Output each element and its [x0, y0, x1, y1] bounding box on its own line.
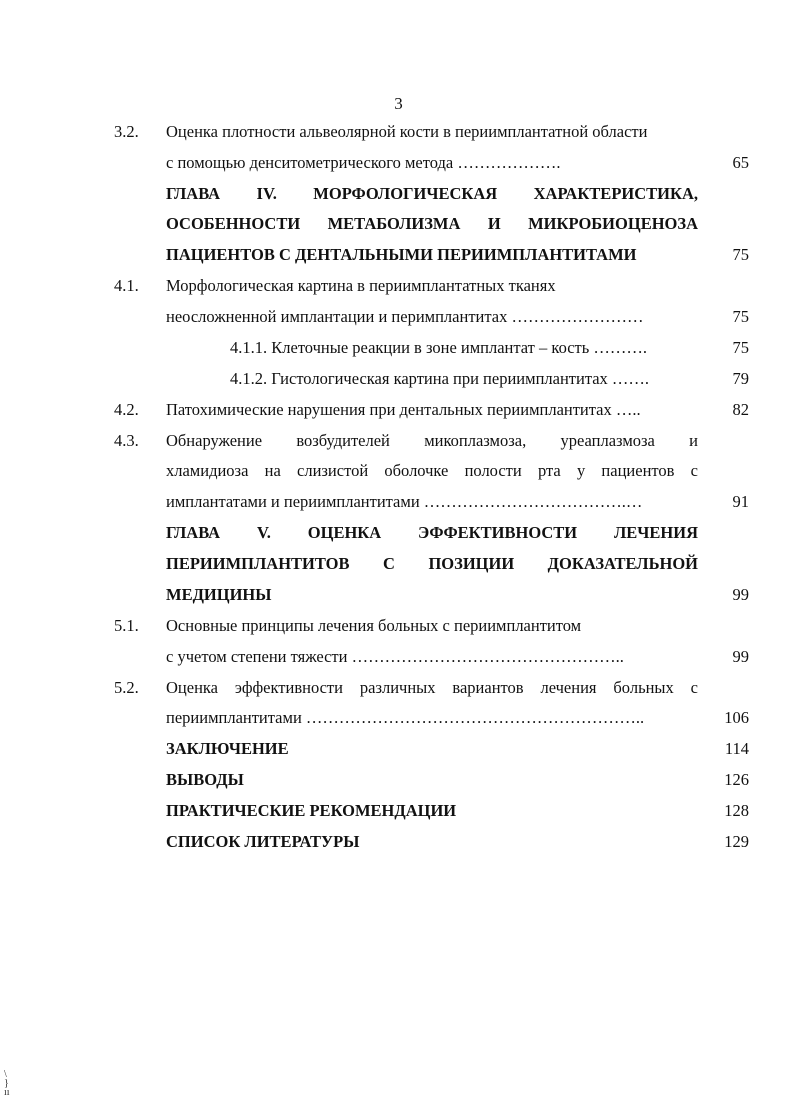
chapter-page: 75	[732, 245, 749, 264]
entry-title-line-3: имплантатами и периимплантитами ……………………………….…	[166, 492, 643, 511]
chapter-title-line-2: ОСОБЕННОСТИ МЕТАБОЛИЗМА И МИКРОБИОЦЕНОЗА	[166, 214, 698, 233]
entry-page: 82	[732, 400, 749, 419]
entry-title: ВЫВОДЫ	[166, 770, 244, 789]
chapter-title-line-1: ГЛАВА IV. МОРФОЛОГИЧЕСКАЯ ХАРАКТЕРИСТИКА,	[166, 184, 698, 203]
section-number: 5.1.	[114, 616, 139, 635]
page-number: 3	[394, 94, 403, 113]
entry-page: 75	[732, 307, 749, 326]
entry-title-line-2: хламидиоза на слизистой оболочке полости рта у пациентов с	[166, 461, 698, 480]
entry-title: ЗАКЛЮЧЕНИЕ	[166, 739, 289, 758]
entry-page: 99	[732, 647, 749, 666]
entry-title-line-2: с учетом степени тяжести …………………………………………..	[166, 647, 624, 666]
entry-page: 79	[732, 369, 749, 388]
chapter-title-line-2: ПЕРИИМПЛАНТИТОВ С ПОЗИЦИИ ДОКАЗАТЕЛЬНОЙ	[166, 554, 698, 573]
section-number: 3.2.	[114, 122, 139, 141]
entry-page: 129	[724, 832, 749, 851]
entry-title-line-2: неосложненной имплантации и перимплантитах ……………………	[166, 307, 644, 326]
entry-title-line-1: Основные принципы лечения больных с периимплантитом	[166, 616, 582, 635]
entry-page: 75	[732, 338, 749, 357]
entry-page: 65	[732, 153, 749, 172]
entry-page: 128	[724, 801, 749, 820]
entry-title: ПРАКТИЧЕСКИЕ РЕКОМЕНДАЦИИ	[166, 801, 457, 820]
entry-title-line-2: периимплантитами ……………………………………………………..	[166, 708, 645, 727]
chapter-title-line-3: ПАЦИЕНТОВ С ДЕНТАЛЬНЫМИ ПЕРИИМПЛАНТИТАМИ	[166, 245, 637, 264]
entry-title-line-2: с помощью денситометрического метода ……………….	[166, 153, 561, 172]
section-number: 5.2.	[114, 678, 139, 697]
entry-title-line-1: Оценка эффективности различных вариантов лечения больных с	[166, 678, 698, 697]
entry-title-line-1: Оценка плотности альвеолярной кости в периимплантатной области	[166, 122, 648, 141]
entry-page: 91	[732, 492, 749, 511]
section-number: 4.2.	[114, 400, 139, 419]
section-number: 4.3.	[114, 431, 139, 450]
entry-page: 114	[724, 739, 749, 758]
chapter-title-line-1: ГЛАВА V. ОЦЕНКА ЭФФЕКТИВНОСТИ ЛЕЧЕНИЯ	[166, 523, 698, 542]
entry-title-line-1: Обнаружение возбудителей микоплазмоза, уреаплазмоза и	[166, 431, 698, 450]
subentry-title: 4.1.2. Гистологическая картина при периимплантитах …….	[230, 369, 650, 388]
subentry-title: 4.1.1. Клеточные реакции в зоне имплантат – кость ……….	[230, 338, 648, 357]
scan-artifact-mark: \ } ıı	[4, 1069, 10, 1098]
entry-title: Патохимические нарушения при дентальных периимплантитах …..	[166, 400, 641, 419]
chapter-title-line-3: МЕДИЦИНЫ	[166, 585, 272, 604]
entry-page: 126	[724, 770, 749, 789]
entry-title: СПИСОК ЛИТЕРАТУРЫ	[166, 832, 360, 851]
entry-title-line-1: Морфологическая картина в периимплантатных тканях	[166, 276, 556, 295]
section-number: 4.1.	[114, 276, 139, 295]
chapter-page: 99	[732, 585, 749, 604]
entry-page: 106	[724, 708, 749, 727]
